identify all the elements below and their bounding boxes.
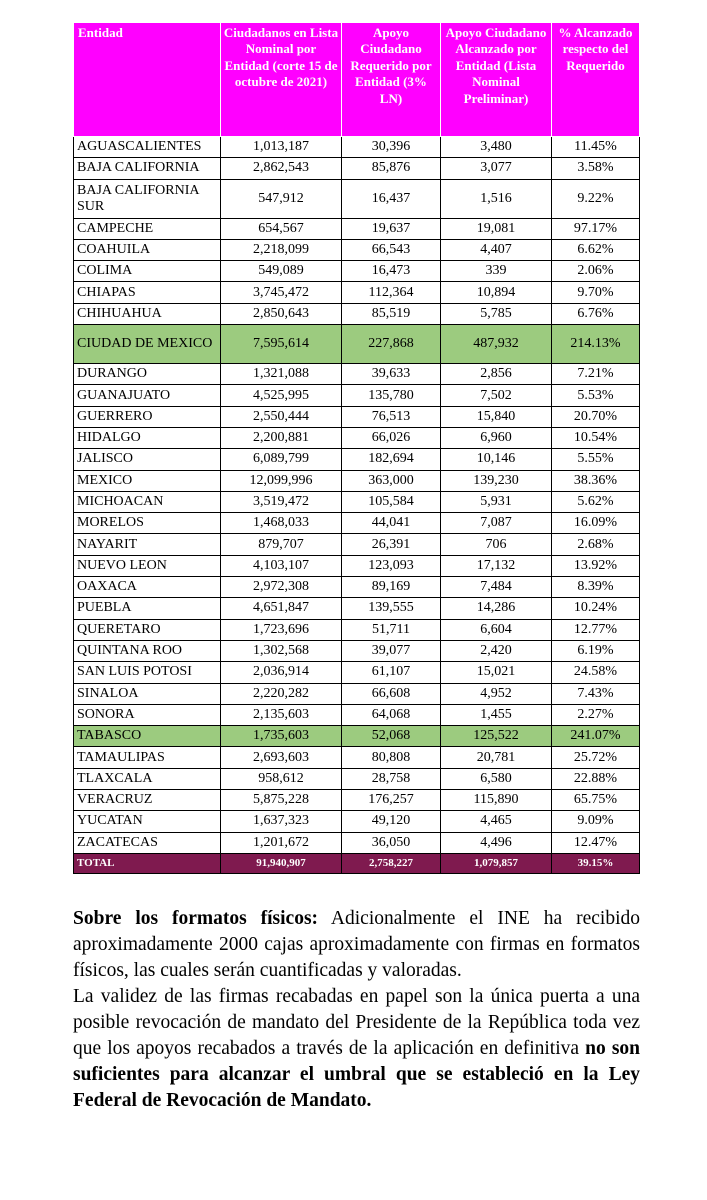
cell-porcentaje: 3.58% [552, 158, 640, 179]
total-cell-apoyo-requerido: 2,758,227 [342, 853, 441, 873]
table-row [74, 704, 640, 725]
table-row [74, 662, 640, 683]
cell-apoyo-requerido: 176,257 [342, 790, 441, 811]
cell-entidad: CAMPECHE [74, 218, 221, 239]
cell-apoyo-requerido: 135,780 [342, 385, 441, 406]
cell-lista-nominal: 4,651,847 [221, 598, 342, 619]
cell-apoyo-requerido: 227,868 [342, 325, 441, 364]
cell-entidad: GUANAJUATO [74, 385, 221, 406]
cell-porcentaje: 24.58% [552, 662, 640, 683]
table-row [74, 598, 640, 619]
cell-entidad: NUEVO LEON [74, 555, 221, 576]
cell-lista-nominal: 4,525,995 [221, 385, 342, 406]
cell-apoyo-alcanzado: 7,484 [441, 577, 552, 598]
cell-lista-nominal: 2,135,603 [221, 704, 342, 725]
cell-apoyo-requerido: 89,169 [342, 577, 441, 598]
table-row [74, 406, 640, 427]
cell-entidad: JALISCO [74, 449, 221, 470]
header-lista-nominal: Ciudadanos en Lista Nominal por Entidad (corte 15 de octubre de 2021) [221, 23, 342, 137]
total-cell-porcentaje: 39.15% [552, 853, 640, 873]
cell-apoyo-requerido: 85,876 [342, 158, 441, 179]
signature-support-table [73, 22, 640, 874]
cell-lista-nominal: 12,099,996 [221, 470, 342, 491]
cell-entidad: BAJA CALIFORNIA SUR [74, 179, 221, 218]
cell-entidad: MORELOS [74, 513, 221, 534]
table-row [74, 239, 640, 260]
cell-porcentaje: 2.06% [552, 261, 640, 282]
cell-lista-nominal: 2,550,444 [221, 406, 342, 427]
cell-entidad: COAHUILA [74, 239, 221, 260]
cell-lista-nominal: 547,912 [221, 179, 342, 218]
cell-apoyo-alcanzado: 4,496 [441, 832, 552, 853]
header-apoyo-alcanzado: Apoyo Ciudadano Alcanzado por Entidad (Lista Nominal Preliminar) [441, 23, 552, 137]
cell-lista-nominal: 958,612 [221, 768, 342, 789]
cell-porcentaje: 241.07% [552, 726, 640, 747]
cell-porcentaje: 10.24% [552, 598, 640, 619]
cell-entidad: QUINTANA ROO [74, 640, 221, 661]
cell-entidad: TABASCO [74, 726, 221, 747]
cell-porcentaje: 10.54% [552, 427, 640, 448]
cell-apoyo-alcanzado: 20,781 [441, 747, 552, 768]
cell-apoyo-alcanzado: 1,516 [441, 179, 552, 218]
cell-apoyo-alcanzado: 2,856 [441, 364, 552, 385]
cell-apoyo-requerido: 105,584 [342, 491, 441, 512]
cell-apoyo-alcanzado: 5,931 [441, 491, 552, 512]
cell-entidad: YUCATAN [74, 811, 221, 832]
cell-apoyo-alcanzado: 7,502 [441, 385, 552, 406]
cell-apoyo-alcanzado: 3,480 [441, 137, 552, 158]
cell-lista-nominal: 3,745,472 [221, 282, 342, 303]
cell-porcentaje: 214.13% [552, 325, 640, 364]
cell-porcentaje: 25.72% [552, 747, 640, 768]
cell-entidad: CHIHUAHUA [74, 303, 221, 324]
cell-entidad: SAN LUIS POTOSI [74, 662, 221, 683]
cell-entidad: QUERETARO [74, 619, 221, 640]
table-row [74, 555, 640, 576]
cell-apoyo-alcanzado: 1,455 [441, 704, 552, 725]
cell-apoyo-alcanzado: 19,081 [441, 218, 552, 239]
cell-porcentaje: 12.77% [552, 619, 640, 640]
cell-porcentaje: 12.47% [552, 832, 640, 853]
cell-lista-nominal: 549,089 [221, 261, 342, 282]
cell-apoyo-requerido: 16,473 [342, 261, 441, 282]
table-row [74, 619, 640, 640]
table-row [74, 261, 640, 282]
cell-apoyo-alcanzado: 706 [441, 534, 552, 555]
commentary-text [73, 906, 640, 1114]
cell-entidad: TAMAULIPAS [74, 747, 221, 768]
cell-lista-nominal: 2,972,308 [221, 577, 342, 598]
cell-apoyo-requerido: 123,093 [342, 555, 441, 576]
cell-porcentaje: 16.09% [552, 513, 640, 534]
cell-lista-nominal: 2,218,099 [221, 239, 342, 260]
table-row [74, 427, 640, 448]
cell-lista-nominal: 654,567 [221, 218, 342, 239]
table-row [74, 726, 640, 747]
cell-apoyo-requerido: 30,396 [342, 137, 441, 158]
cell-entidad: VERACRUZ [74, 790, 221, 811]
table-row [74, 811, 640, 832]
cell-lista-nominal: 1,468,033 [221, 513, 342, 534]
table-row [74, 790, 640, 811]
cell-apoyo-requerido: 363,000 [342, 470, 441, 491]
cell-porcentaje: 97.17% [552, 218, 640, 239]
total-cell-apoyo-alcanzado: 1,079,857 [441, 853, 552, 873]
header-apoyo-requerido: Apoyo Ciudadano Requerido por Entidad (3% LN) [342, 23, 441, 137]
table-row [74, 640, 640, 661]
cell-porcentaje: 22.88% [552, 768, 640, 789]
table-row [74, 683, 640, 704]
cell-entidad: COLIMA [74, 261, 221, 282]
cell-apoyo-requerido: 66,608 [342, 683, 441, 704]
signature-support-table-container [73, 22, 639, 874]
table-row [74, 470, 640, 491]
cell-lista-nominal: 1,321,088 [221, 364, 342, 385]
table-row [74, 325, 640, 364]
cell-lista-nominal: 879,707 [221, 534, 342, 555]
cell-lista-nominal: 2,200,881 [221, 427, 342, 448]
cell-apoyo-alcanzado: 2,420 [441, 640, 552, 661]
cell-apoyo-alcanzado: 115,890 [441, 790, 552, 811]
physical-formats-heading: Sobre los formatos físicos: [73, 908, 319, 929]
table-header-row [74, 23, 640, 137]
cell-entidad: MICHOACAN [74, 491, 221, 512]
cell-porcentaje: 9.22% [552, 179, 640, 218]
cell-apoyo-requerido: 52,068 [342, 726, 441, 747]
paragraph-physical-formats [73, 906, 640, 984]
table-row [74, 282, 640, 303]
cell-apoyo-requerido: 51,711 [342, 619, 441, 640]
physical-formats-body: Adicionalmente el INE ha recibido aproximadamente 2000 cajas aproximadamente con firmas en formatos físicos, las cuales serán cuantificadas y valoradas. [73, 908, 640, 981]
cell-apoyo-alcanzado: 3,077 [441, 158, 552, 179]
cell-apoyo-requerido: 139,555 [342, 598, 441, 619]
cell-lista-nominal: 2,693,603 [221, 747, 342, 768]
cell-porcentaje: 38.36% [552, 470, 640, 491]
table-row [74, 534, 640, 555]
cell-apoyo-alcanzado: 7,087 [441, 513, 552, 534]
cell-porcentaje: 7.21% [552, 364, 640, 385]
table-total-row [74, 853, 640, 873]
paragraph-validity [73, 984, 640, 1114]
table-row [74, 364, 640, 385]
cell-apoyo-requerido: 66,026 [342, 427, 441, 448]
cell-apoyo-alcanzado: 14,286 [441, 598, 552, 619]
header-entidad: Entidad [74, 23, 221, 137]
table-row [74, 385, 640, 406]
cell-apoyo-alcanzado: 4,952 [441, 683, 552, 704]
cell-porcentaje: 2.27% [552, 704, 640, 725]
cell-apoyo-alcanzado: 10,146 [441, 449, 552, 470]
cell-entidad: NAYARIT [74, 534, 221, 555]
table-row [74, 218, 640, 239]
cell-lista-nominal: 1,201,672 [221, 832, 342, 853]
cell-porcentaje: 9.09% [552, 811, 640, 832]
cell-porcentaje: 5.55% [552, 449, 640, 470]
cell-porcentaje: 5.53% [552, 385, 640, 406]
cell-apoyo-alcanzado: 17,132 [441, 555, 552, 576]
cell-entidad: CIUDAD DE MEXICO [74, 325, 221, 364]
table-row [74, 303, 640, 324]
cell-apoyo-alcanzado: 4,465 [441, 811, 552, 832]
table-row [74, 491, 640, 512]
cell-apoyo-alcanzado: 6,604 [441, 619, 552, 640]
cell-apoyo-requerido: 19,637 [342, 218, 441, 239]
cell-lista-nominal: 1,735,603 [221, 726, 342, 747]
table-row [74, 179, 640, 218]
table-row [74, 577, 640, 598]
cell-entidad: AGUASCALIENTES [74, 137, 221, 158]
cell-apoyo-alcanzado: 4,407 [441, 239, 552, 260]
cell-apoyo-requerido: 36,050 [342, 832, 441, 853]
cell-apoyo-requerido: 16,437 [342, 179, 441, 218]
table-body [74, 137, 640, 874]
table-row [74, 158, 640, 179]
cell-apoyo-requerido: 49,120 [342, 811, 441, 832]
table-row [74, 513, 640, 534]
table-row [74, 449, 640, 470]
cell-lista-nominal: 2,850,643 [221, 303, 342, 324]
cell-apoyo-alcanzado: 10,894 [441, 282, 552, 303]
cell-lista-nominal: 5,875,228 [221, 790, 342, 811]
cell-porcentaje: 65.75% [552, 790, 640, 811]
cell-lista-nominal: 2,036,914 [221, 662, 342, 683]
cell-entidad: CHIAPAS [74, 282, 221, 303]
total-cell-entidad: TOTAL [74, 853, 221, 873]
cell-apoyo-requerido: 66,543 [342, 239, 441, 260]
table-row [74, 747, 640, 768]
cell-porcentaje: 6.19% [552, 640, 640, 661]
cell-lista-nominal: 3,519,472 [221, 491, 342, 512]
cell-lista-nominal: 1,723,696 [221, 619, 342, 640]
cell-entidad: SINALOA [74, 683, 221, 704]
cell-entidad: TLAXCALA [74, 768, 221, 789]
cell-porcentaje: 6.62% [552, 239, 640, 260]
cell-porcentaje: 13.92% [552, 555, 640, 576]
cell-apoyo-alcanzado: 15,840 [441, 406, 552, 427]
cell-entidad: OAXACA [74, 577, 221, 598]
cell-apoyo-requerido: 26,391 [342, 534, 441, 555]
cell-apoyo-alcanzado: 487,932 [441, 325, 552, 364]
validity-conclusion: no son suficientes para alcanzar el umbral que se estableció en la Ley Federal de Revocación de Mandato. [73, 1038, 641, 1111]
table-row [74, 832, 640, 853]
cell-lista-nominal: 6,089,799 [221, 449, 342, 470]
cell-apoyo-requerido: 76,513 [342, 406, 441, 427]
cell-apoyo-requerido: 39,077 [342, 640, 441, 661]
cell-entidad: GUERRERO [74, 406, 221, 427]
cell-porcentaje: 8.39% [552, 577, 640, 598]
cell-lista-nominal: 2,220,282 [221, 683, 342, 704]
cell-entidad: ZACATECAS [74, 832, 221, 853]
cell-lista-nominal: 1,302,568 [221, 640, 342, 661]
cell-apoyo-alcanzado: 6,960 [441, 427, 552, 448]
validity-body: La validez de las firmas recabadas en papel son la única puerta a una posible revocación de mandato del Presidente de la República toda vez que los apoyos recabados a través de la aplicación en definitiva [73, 986, 640, 1059]
cell-lista-nominal: 7,595,614 [221, 325, 342, 364]
cell-apoyo-requerido: 182,694 [342, 449, 441, 470]
total-cell-lista-nominal: 91,940,907 [221, 853, 342, 873]
cell-entidad: MEXICO [74, 470, 221, 491]
cell-apoyo-alcanzado: 125,522 [441, 726, 552, 747]
header-porcentaje: % Alcanzado respecto del Requerido [552, 23, 640, 137]
cell-porcentaje: 9.70% [552, 282, 640, 303]
cell-apoyo-alcanzado: 15,021 [441, 662, 552, 683]
cell-porcentaje: 5.62% [552, 491, 640, 512]
cell-lista-nominal: 4,103,107 [221, 555, 342, 576]
cell-apoyo-requerido: 112,364 [342, 282, 441, 303]
cell-apoyo-alcanzado: 5,785 [441, 303, 552, 324]
cell-apoyo-alcanzado: 6,580 [441, 768, 552, 789]
cell-entidad: PUEBLA [74, 598, 221, 619]
cell-porcentaje: 7.43% [552, 683, 640, 704]
cell-apoyo-requerido: 28,758 [342, 768, 441, 789]
cell-porcentaje: 2.68% [552, 534, 640, 555]
cell-apoyo-requerido: 64,068 [342, 704, 441, 725]
cell-lista-nominal: 2,862,543 [221, 158, 342, 179]
table-row [74, 137, 640, 158]
cell-entidad: DURANGO [74, 364, 221, 385]
cell-entidad: SONORA [74, 704, 221, 725]
cell-lista-nominal: 1,013,187 [221, 137, 342, 158]
cell-apoyo-requerido: 44,041 [342, 513, 441, 534]
cell-apoyo-alcanzado: 139,230 [441, 470, 552, 491]
cell-porcentaje: 6.76% [552, 303, 640, 324]
cell-porcentaje: 20.70% [552, 406, 640, 427]
cell-entidad: HIDALGO [74, 427, 221, 448]
cell-apoyo-requerido: 39,633 [342, 364, 441, 385]
cell-porcentaje: 11.45% [552, 137, 640, 158]
cell-lista-nominal: 1,637,323 [221, 811, 342, 832]
cell-apoyo-requerido: 80,808 [342, 747, 441, 768]
cell-entidad: BAJA CALIFORNIA [74, 158, 221, 179]
cell-apoyo-alcanzado: 339 [441, 261, 552, 282]
table-row [74, 768, 640, 789]
cell-apoyo-requerido: 85,519 [342, 303, 441, 324]
cell-apoyo-requerido: 61,107 [342, 662, 441, 683]
